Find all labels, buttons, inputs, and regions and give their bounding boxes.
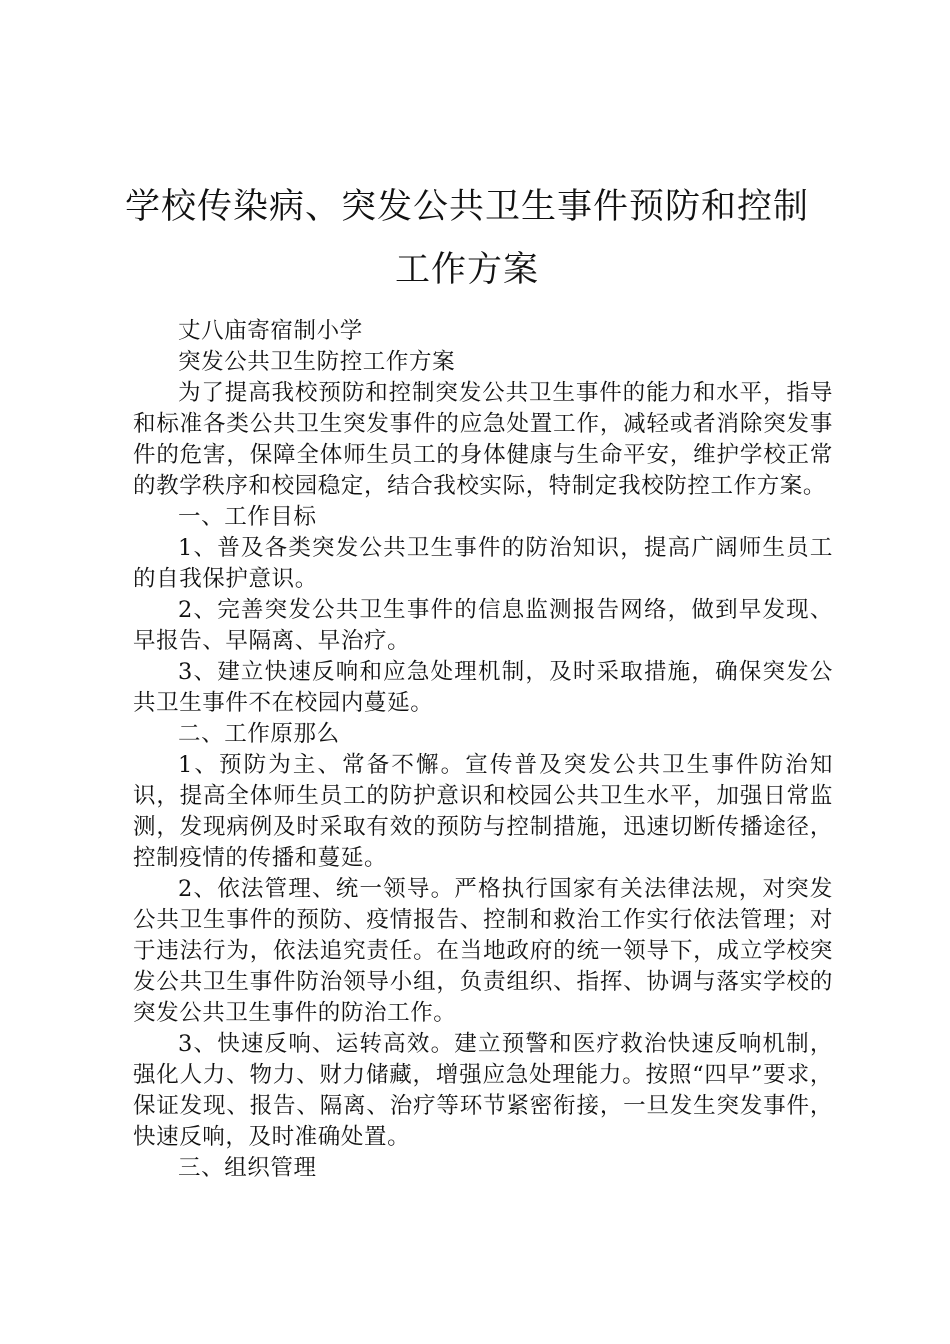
goal-item-1: 1、普及各类突发公共卫生事件的防治知识，提高广阔师生员工的自我保护意识。 xyxy=(133,535,833,592)
document-body xyxy=(133,316,833,1184)
section-heading-goals: 一、工作目标 xyxy=(178,504,317,530)
document-title xyxy=(117,176,817,302)
document-page xyxy=(124,176,833,1184)
title-line-1: 学校传染病、突发公共卫生事件预防和控制 xyxy=(124,187,809,227)
goal-item-3: 3、建立快速反响和应急处理机制，及时采取措施，确保突发公共卫生事件不在校园内蔓延。 xyxy=(133,659,833,716)
title-line-2: 工作方案 xyxy=(394,250,539,290)
section-heading-principles: 二、工作原那么 xyxy=(178,721,340,747)
principle-item-2: 2、依法管理、统一领导。严格执行国家有关法律法规，对突发公共卫生事件的预防、疫情报告、控制和救治工作实行依法管理；对于违法行为，依法追究责任。在当地政府的统一领导下，成立学校突发公共卫生事件防治领导小组，负责组织、指挥、协调与落实学校的突发公共卫生事件的防治工作。 xyxy=(133,876,833,1026)
school-name: 丈八庙寄宿制小学 xyxy=(178,318,363,344)
principle-item-1: 1、预防为主、常备不懈。宣传普及突发公共卫生事件防治知识，提高全体师生员工的防护意识和校园公共卫生水平，加强日常监测，发现病例及时采取有效的预防与控制措施，迅速切断传播途径，控制疫情的传播和蔓延。 xyxy=(133,752,833,871)
section-heading-organization: 三、组织管理 xyxy=(178,1155,317,1181)
plan-subtitle: 突发公共卫生防控工作方案 xyxy=(178,349,456,375)
principle-item-3: 3、快速反响、运转高效。建立预警和医疗救治快速反响机制，强化人力、物力、财力储藏，增强应急处理能力。按照“四早”要求，保证发现、报告、隔离、治疗等环节紧密衔接，一旦发生突发事件，快速反响，及时准确处置。 xyxy=(133,1031,833,1150)
goal-item-2: 2、完善突发公共卫生事件的信息监测报告网络，做到早发现、早报告、早隔离、早治疗。 xyxy=(133,597,833,654)
intro-paragraph: 为了提高我校预防和控制突发公共卫生事件的能力和水平，指导和标准各类公共卫生突发事件的应急处置工作，减轻或者消除突发事件的危害，保障全体师生员工的身体健康与生命平安，维护学校正常的教学秩序和校园稳定，结合我校实际，特制定我校防控工作方案。 xyxy=(133,380,833,499)
